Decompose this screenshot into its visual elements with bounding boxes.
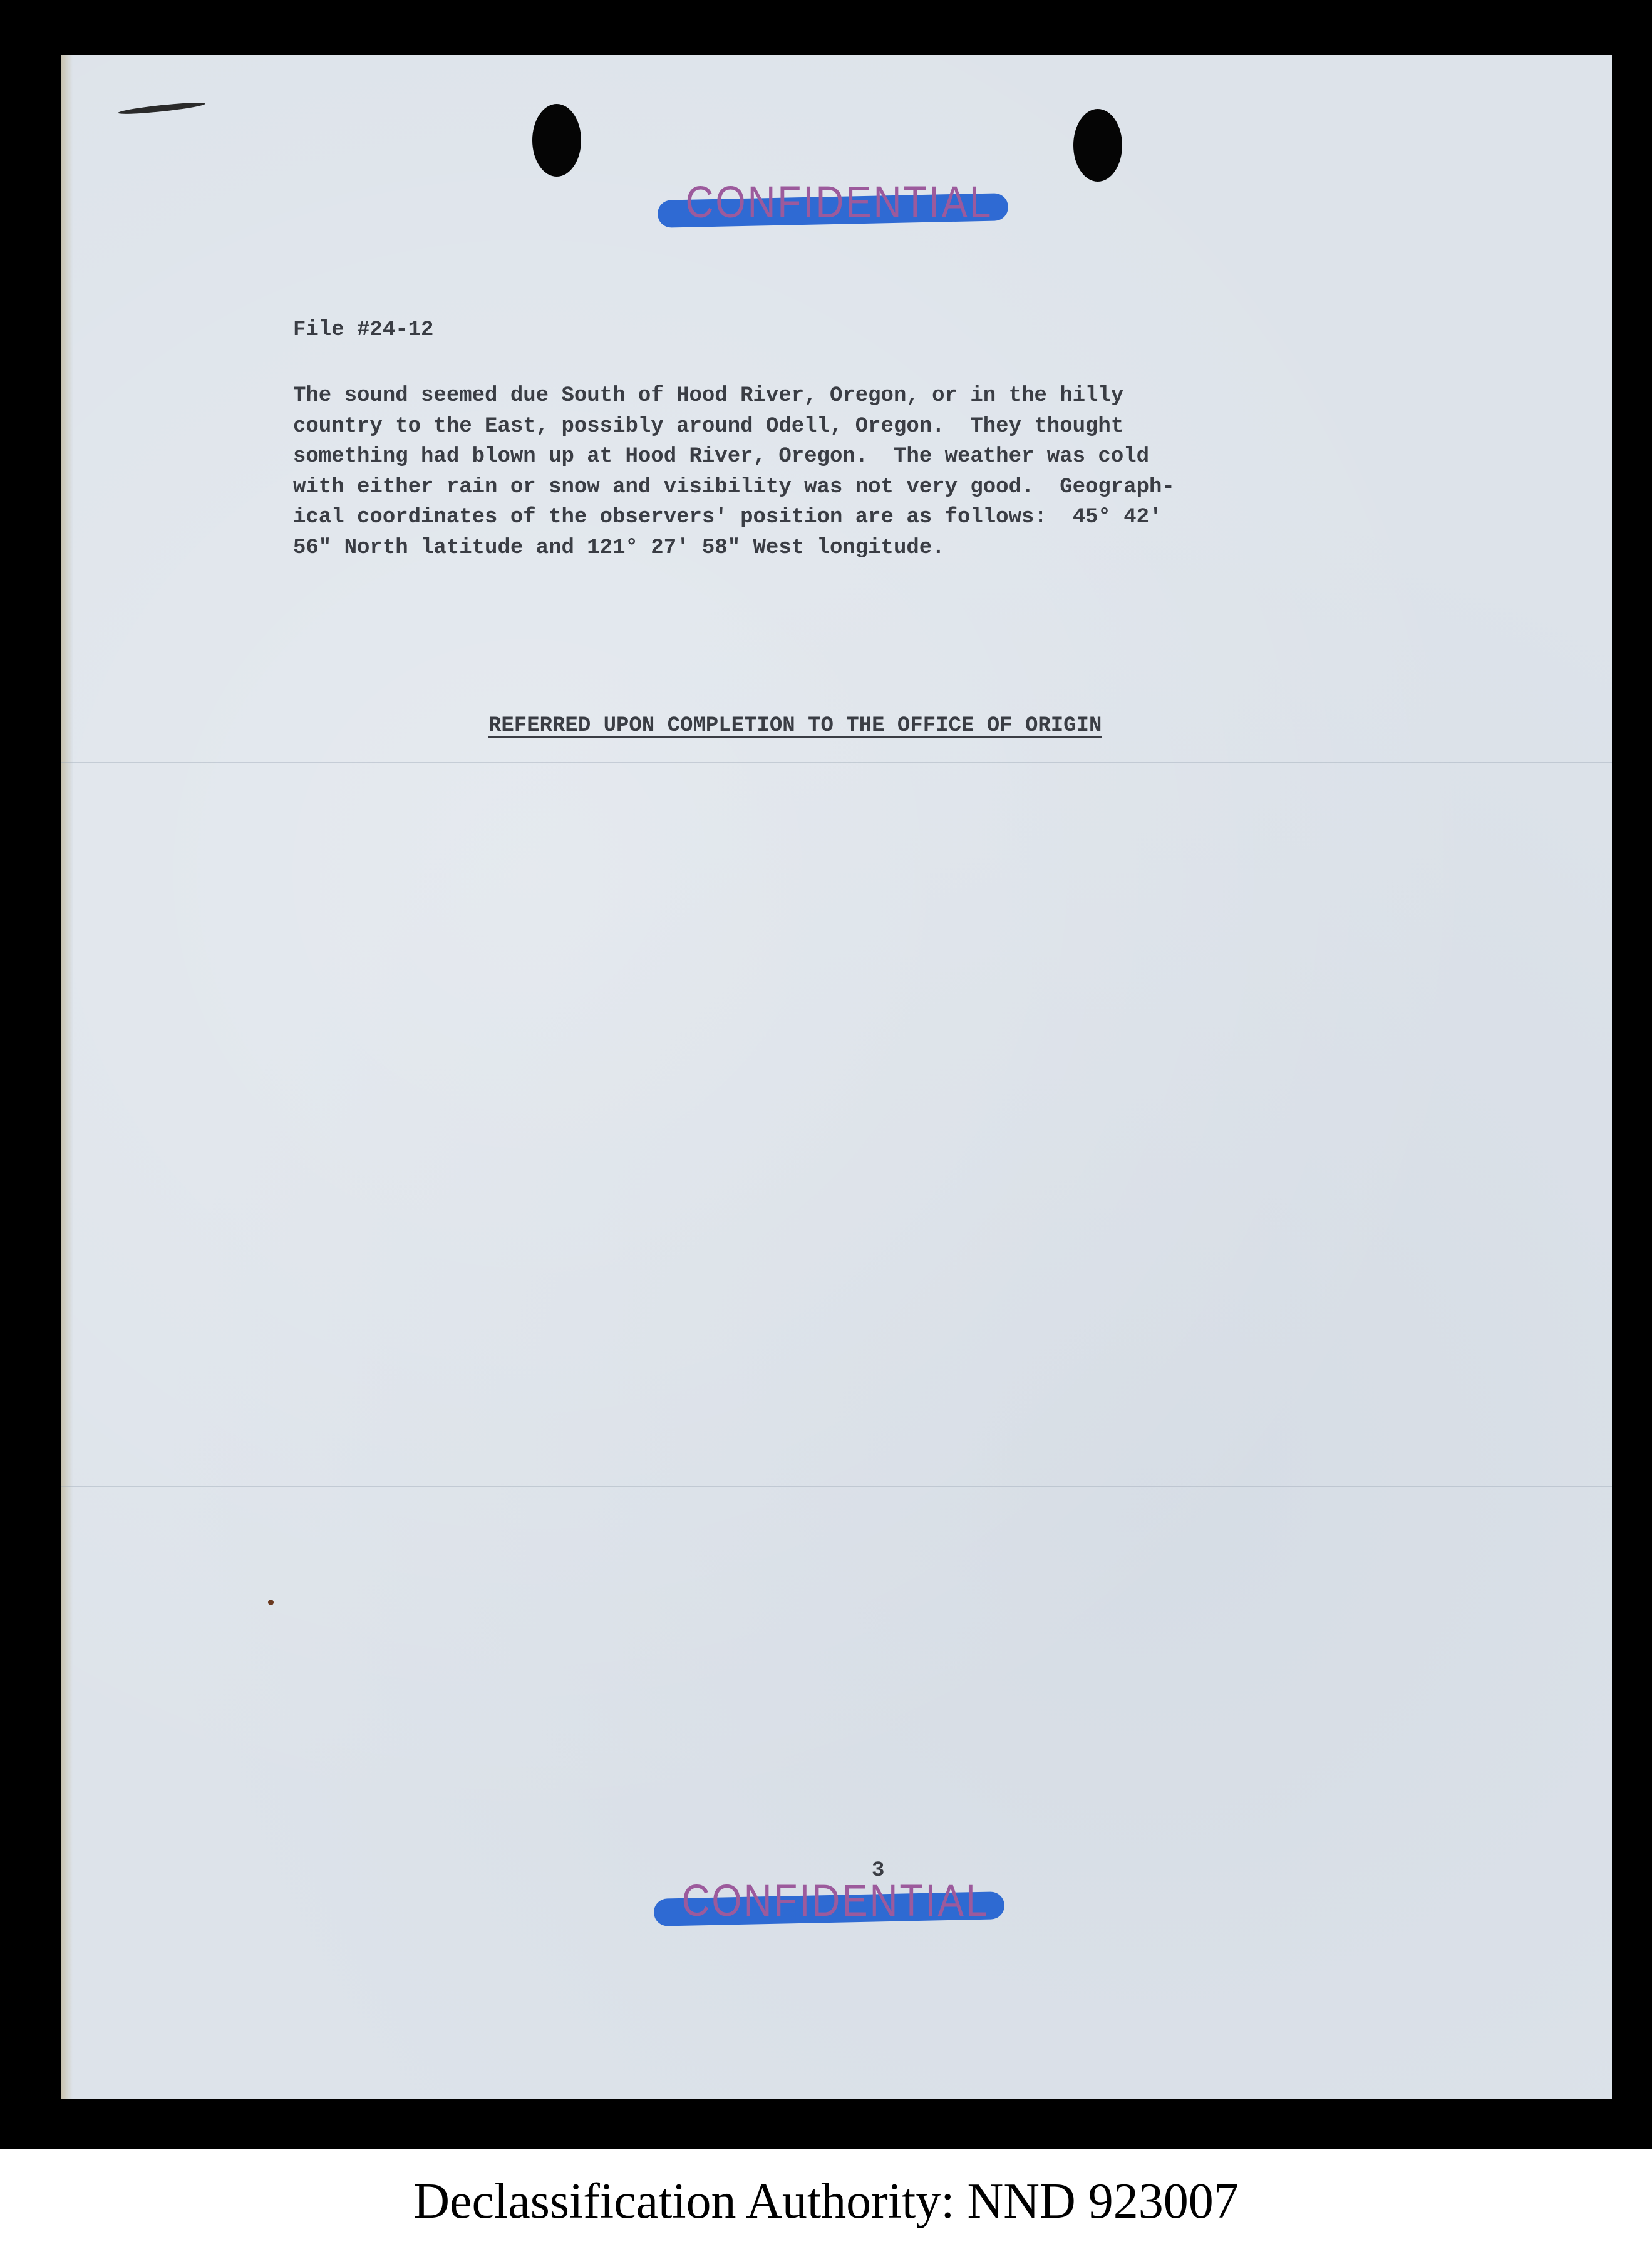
- body-line: ical coordinates of the observers' position are as follows: 45° 42': [293, 505, 1162, 529]
- confidential-stamp-bottom: [654, 1876, 1004, 1929]
- body-paragraph: [293, 381, 1546, 563]
- paper-edge-shading: [61, 55, 73, 2099]
- document-page: [61, 55, 1612, 2099]
- referred-note: REFERRED UPON COMPLETION TO THE OFFICE OF ORIGIN: [488, 714, 1102, 738]
- punch-hole-right: [1073, 109, 1122, 182]
- punch-hole-left: [532, 104, 581, 177]
- tear-mark: [118, 101, 205, 116]
- confidential-stamp-top: [658, 177, 1008, 230]
- body-line: country to the East, possibly around Odell, Oregon. They thought: [293, 414, 1124, 438]
- stamp-text: CONFIDENTIAL: [681, 1876, 989, 1926]
- fold-line: [61, 762, 1612, 763]
- page-number: 3: [872, 1859, 885, 1883]
- body-line: with either rain or snow and visibility was not very good. Geograph-: [293, 475, 1175, 499]
- body-line: 56" North latitude and 121° 27' 58" West longitude.: [293, 535, 945, 560]
- fold-line: [61, 1486, 1612, 1487]
- stamp-text: CONFIDENTIAL: [685, 177, 993, 228]
- body-line: something had blown up at Hood River, Oregon. The weather was cold: [293, 445, 1150, 468]
- body-line: The sound seemed due South of Hood River, Oregon, or in the hilly: [293, 384, 1124, 408]
- stain-speck: [268, 1600, 274, 1605]
- declassification-caption: Declassification Authority: NND 923007: [413, 2174, 1239, 2229]
- file-number: File #24-12: [293, 318, 434, 342]
